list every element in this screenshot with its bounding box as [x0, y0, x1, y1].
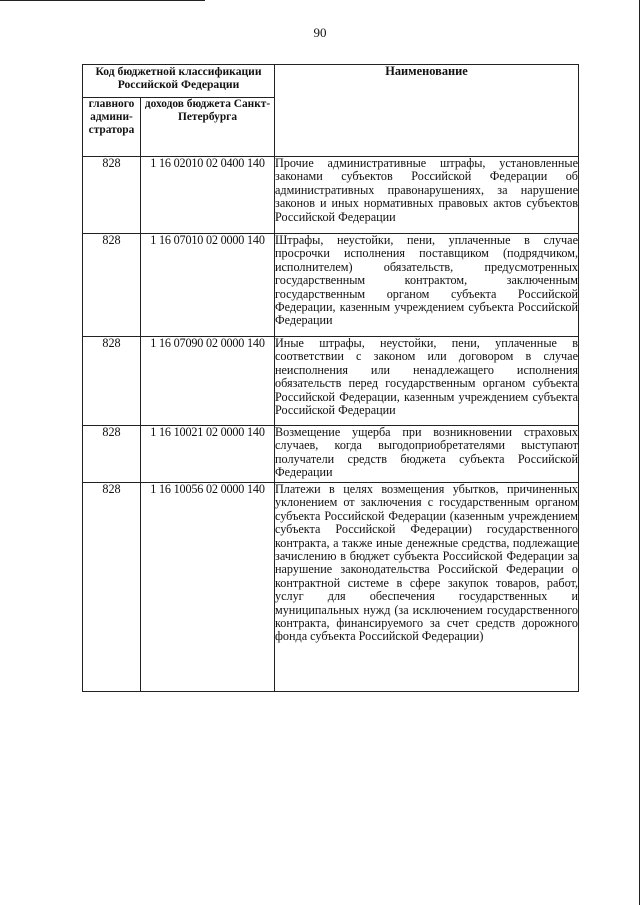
income-code-cell: 1 16 10056 02 0000 140	[141, 483, 275, 692]
table-row	[83, 483, 579, 692]
income-code-cell: 1 16 07090 02 0000 140	[141, 337, 275, 426]
budget-classification-table	[82, 64, 579, 692]
income-name-cell: Платежи в целях возмещения убытков, причиненных уклонением от заключения с государственным органом субъекта Российской Федерации (казенным учреждением субъекта Российской Федерации) государственного контракта, а также иные денежные средства, подлежащие зачислению в бюджет субъекта Российской Федерации за нарушение законодательства Российской Федерации о контрактной системе в сфере закупок товаров, работ, услуг для обеспечения государственных и муниципальных нужд (за исключением государственного контракта, финансируемого за счет средств дорожного фонда субъекта Российской Федерации)	[275, 483, 579, 692]
income-name-cell: Прочие административные штрафы, установленные законами субъектов Российской Федерации об административных правонарушениях, за нарушение законов и иных нормативных правовых актов субъектов Российской Федерации	[275, 157, 579, 234]
income-code-cell: 1 16 07010 02 0000 140	[141, 234, 275, 337]
header-budget-code-group: Код бюджетной классификации Российской Федерации	[83, 65, 275, 98]
admin-code-cell: 828	[83, 234, 141, 337]
table-row	[83, 157, 579, 234]
income-name-cell: Иные штрафы, неустойки, пени, уплаченные в соответствии с законом или договором в случае неисполнения или ненадлежащего исполнения обязательств перед государственным органом субъекта Российской Федерации, казенным учреждением субъекта Российской Федерации	[275, 337, 579, 426]
admin-code-cell: 828	[83, 337, 141, 426]
header-main-administrator: главного админи-стратора	[83, 98, 141, 157]
income-code-cell: 1 16 10021 02 0000 140	[141, 426, 275, 483]
income-code-cell: 1 16 02010 02 0400 140	[141, 157, 275, 234]
admin-code-cell: 828	[83, 483, 141, 692]
page-number: 90	[313, 25, 327, 40]
table-row	[83, 426, 579, 483]
header-name: Наименование	[275, 65, 579, 157]
income-name-cell: Возмещение ущерба при возникновении страховых случаев, когда выгодоприобретателями выступают получатели средств бюджета субъекта Российской Федерации	[275, 426, 579, 483]
table-row	[83, 337, 579, 426]
scan-edge-top	[0, 0, 205, 1]
admin-code-cell: 828	[83, 426, 141, 483]
table-row	[83, 234, 579, 337]
income-name-cell: Штрафы, неустойки, пени, уплаченные в случае просрочки исполнения поставщиком (подрядчиком, исполнителем) обязательств, предусмотренных государственным контрактом, заключенным государственным органом субъекта Российской Федерации, казенным учреждением субъекта Российской Федерации	[275, 234, 579, 337]
header-income-code: доходов бюджета Санкт-Петербурга	[141, 98, 275, 157]
admin-code-cell: 828	[83, 157, 141, 234]
